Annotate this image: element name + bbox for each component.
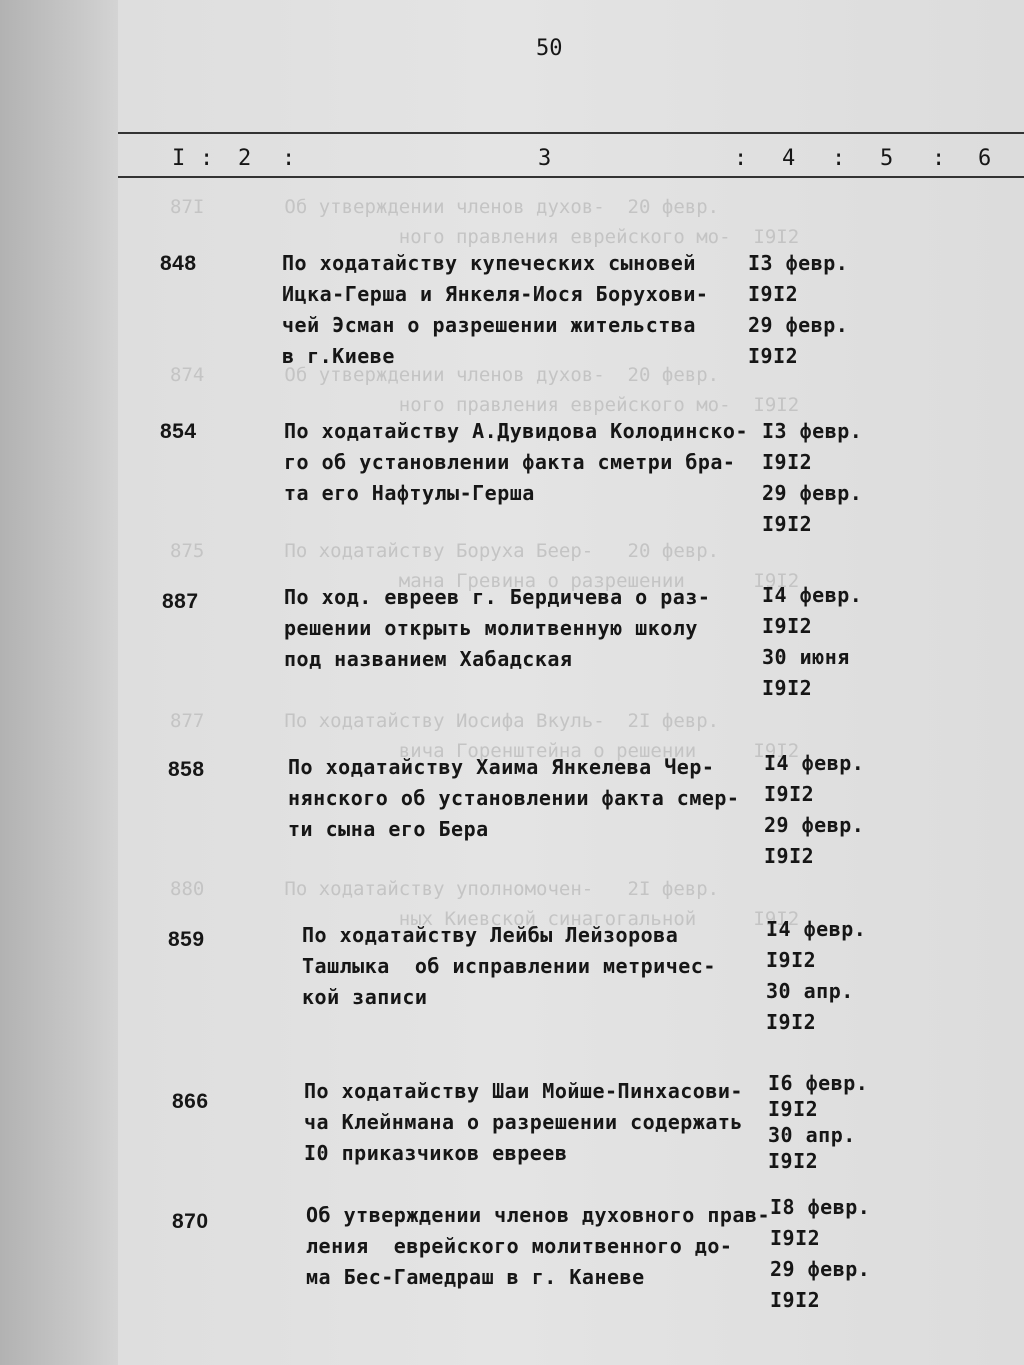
- entry-number: 859: [168, 928, 205, 951]
- adjacent-page-edge: [0, 0, 118, 1365]
- entry-number: 858: [168, 758, 205, 781]
- entry-description-line: под названием Хабадская: [284, 647, 573, 671]
- entry-description-line: решении открыть молитвенную школу: [284, 616, 698, 640]
- bleed-through: 875 По ходатайству Боруха Беер- 20 февр. мана Гревина о разрешении I9I2: [170, 540, 800, 592]
- column-header-1: I: [172, 146, 186, 171]
- entry-date: I9I2: [762, 450, 813, 474]
- entry-date: I9I2: [770, 1226, 821, 1250]
- table-rule-top: [118, 132, 1024, 134]
- entry-date: I4 февр.: [762, 583, 863, 607]
- entry-date: I3 февр.: [762, 419, 863, 443]
- entry-description-line: нянского об установлении факта смер-: [288, 786, 740, 810]
- entry-description-line: ти сына его Бера: [288, 817, 489, 841]
- entry-description-line: в г.Киеве: [282, 344, 395, 368]
- entry-date: I9I2: [766, 1010, 817, 1034]
- entry-description: [302, 920, 716, 1013]
- bleed-through: 877 По ходатайству Иосифа Вкуль- 2I февр. вича Горенштейна о решении I9I2: [170, 710, 800, 762]
- entry-description-line: Ицка-Герша и Янкеля-Иося Борухови-: [282, 282, 709, 306]
- entry-description-line: I0 приказчиков евреев: [304, 1141, 568, 1165]
- bleed-through: 874 Об утверждении членов духов- 20 февр. ного правления еврейского мо- I9I2: [170, 364, 800, 416]
- entry-number: 854: [160, 420, 197, 443]
- entry-description: [284, 582, 710, 675]
- entry-description-line: ма Бес-Гамедраш в г. Каневе: [306, 1265, 645, 1289]
- column-separator: :: [734, 146, 748, 171]
- entry-description-line: По ходатайству А.Дувидова Колодинско-: [284, 419, 749, 443]
- entry-description: [284, 416, 748, 509]
- entry-date: I6 февр.: [768, 1071, 869, 1095]
- entry-date: 30 июня: [762, 645, 850, 669]
- entry-date: 29 февр.: [748, 313, 849, 337]
- entry-description-line: По ходатайству купеческих сыновей: [282, 251, 696, 275]
- entry-description-line: По ходатайству Лейбы Лейзорова: [302, 923, 679, 947]
- entry-dates: [770, 1192, 870, 1316]
- entry-dates: [764, 748, 864, 872]
- entry-dates: [766, 914, 866, 1038]
- entry-dates: [762, 580, 862, 704]
- entry-description: [306, 1200, 770, 1293]
- entry-description-line: По ходатайству Шаи Мойше-Пинхасови-: [304, 1079, 743, 1103]
- entry-description: [288, 752, 739, 845]
- column-header-5: 5: [880, 146, 894, 171]
- entry-date: I9I2: [766, 948, 817, 972]
- entry-number: 848: [160, 252, 197, 275]
- entry-date: I4 февр.: [766, 917, 867, 941]
- entry-date: I9I2: [770, 1288, 821, 1312]
- entry-date: I9I2: [762, 676, 813, 700]
- entry-date: I9I2: [768, 1149, 819, 1173]
- entry-date: I4 февр.: [764, 751, 865, 775]
- entry-number: 866: [172, 1090, 209, 1113]
- column-separator: :: [832, 146, 846, 171]
- entry-dates: [768, 1070, 868, 1174]
- entry-date: I9I2: [748, 282, 799, 306]
- entry-date: I9I2: [762, 512, 813, 536]
- entry-date: I9I2: [762, 614, 813, 638]
- entry-description-line: та его Нафтулы-Герша: [284, 481, 535, 505]
- entry-date: I9I2: [764, 782, 815, 806]
- entry-description-line: Об утверждении членов духовного прав-: [306, 1203, 771, 1227]
- entry-number: 887: [162, 590, 199, 613]
- table-rule-bottom: [118, 176, 1024, 178]
- entry-description: [282, 248, 708, 372]
- entry-description-line: ча Клейнмана о разрешении содержать: [304, 1110, 743, 1134]
- column-header-4: 4: [782, 146, 796, 171]
- entry-description-line: го об установлении факта сметри бра-: [284, 450, 736, 474]
- entry-date: 29 февр.: [764, 813, 865, 837]
- column-header-2: 2: [238, 146, 252, 171]
- entry-description-line: Ташлыка об исправлении метричес-: [302, 954, 716, 978]
- entry-description: [304, 1076, 743, 1169]
- page-number: 50: [536, 36, 563, 61]
- entry-dates: [762, 416, 862, 540]
- entry-date: I9I2: [768, 1097, 819, 1121]
- entry-description-line: По ходатайству Хаима Янкелева Чер-: [288, 755, 715, 779]
- column-header-6: 6: [978, 146, 992, 171]
- entry-date: I8 февр.: [770, 1195, 871, 1219]
- entry-dates: [748, 248, 848, 372]
- column-separator: :: [282, 146, 296, 171]
- bleed-through: 880 По ходатайству уполномочен- 2I февр. ных Киевской синагогальной I9I2: [170, 878, 800, 930]
- entry-date: I9I2: [748, 344, 799, 368]
- entry-description-line: чей Эсман о разрешении жительства: [282, 313, 696, 337]
- entry-date: I9I2: [764, 844, 815, 868]
- entry-description-line: ления еврейского молитвенного до-: [306, 1234, 733, 1258]
- entry-date: 29 февр.: [770, 1257, 871, 1281]
- entry-number: 870: [172, 1210, 209, 1233]
- entry-description-line: кой записи: [302, 985, 428, 1009]
- column-header-3: 3: [538, 146, 552, 171]
- entry-date: 30 апр.: [768, 1123, 856, 1147]
- entry-date: 29 февр.: [762, 481, 863, 505]
- column-separator: :: [932, 146, 946, 171]
- bleed-through: 87I Об утверждении членов духов- 20 февр. ного правления еврейского мо- I9I2: [170, 196, 800, 248]
- entry-date: 30 апр.: [766, 979, 854, 1003]
- entry-description-line: По ход. евреев г. Бердичева о раз-: [284, 585, 711, 609]
- entry-date: I3 февр.: [748, 251, 849, 275]
- column-separator: :: [200, 146, 214, 171]
